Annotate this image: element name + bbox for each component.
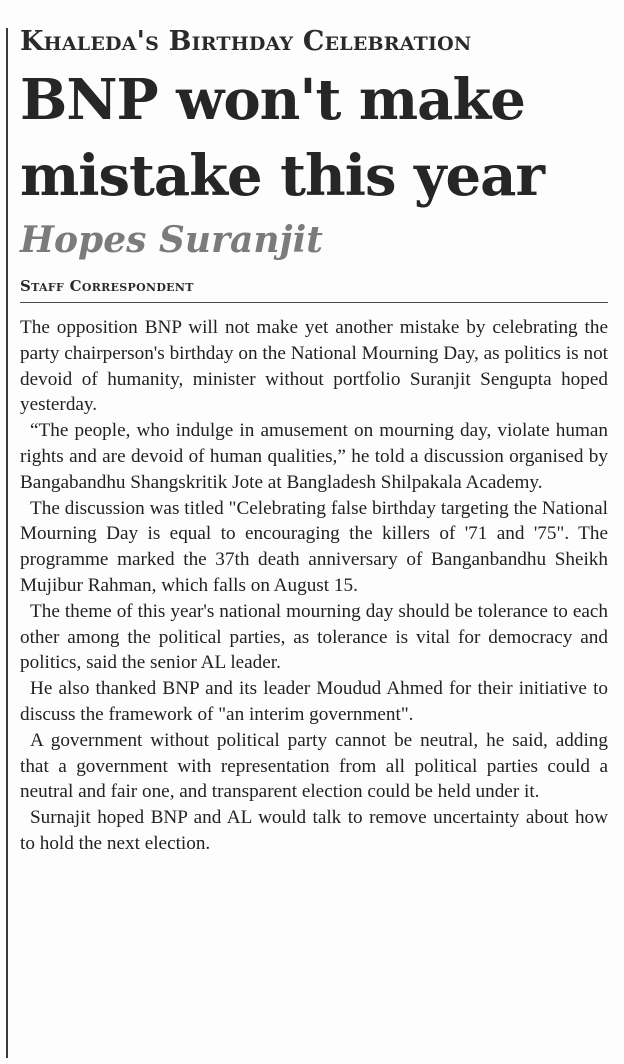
paragraph: A government without political party cannot be neutral, he said, adding that a government with representation from all political parties could a neutral and fair one, and transparent election could be held under it.	[20, 729, 608, 803]
article	[20, 26, 608, 857]
paragraph: The discussion was titled "Celebrating false birthday targeting the National Mourning Day is equal to encouraging the killers of '71 and '75". The programme marked the 37th death anniversary of Banganbandhu Sheikh Mujibur Rahman, which falls on August 15.	[20, 497, 608, 596]
paragraph: The opposition BNP will not make yet another mistake by celebrating the party chairperson's birthday on the National Mourning Day, as politics is not devoid of humanity, minister without portfolio Suranjit Sengupta hoped yesterday.	[20, 317, 608, 416]
column-rule	[6, 28, 8, 1058]
byline: Staff Correspondent	[20, 277, 194, 295]
headline-line: BNP won't make	[20, 67, 525, 133]
paragraph: Surnajit hoped BNP and AL would talk to remove uncertainty about how to hold the next election.	[20, 807, 608, 854]
article-body	[20, 315, 608, 857]
kicker: Khaleda's Birthday Celebration	[20, 26, 472, 57]
paragraph: “The people, who indulge in amusement on mourning day, violate human rights and are devoid of human qualities,” he told a discussion organised by Bangabandhu Shangskritik Jote at Bangladesh Shilpakala Academy.	[20, 420, 608, 493]
paragraph: The theme of this year's national mourning day should be tolerance to each other among the political parties, as tolerance is vital for democracy and politics, said the senior AL leader.	[20, 600, 608, 674]
headline-line: mistake this year	[20, 143, 544, 209]
byline-divider	[20, 302, 608, 303]
subhead: Hopes Suranjit	[20, 219, 323, 261]
headline	[20, 62, 608, 214]
paragraph: He also thanked BNP and its leader Moudud Ahmed for their initiative to discuss the framework of "an interim government".	[20, 678, 608, 725]
